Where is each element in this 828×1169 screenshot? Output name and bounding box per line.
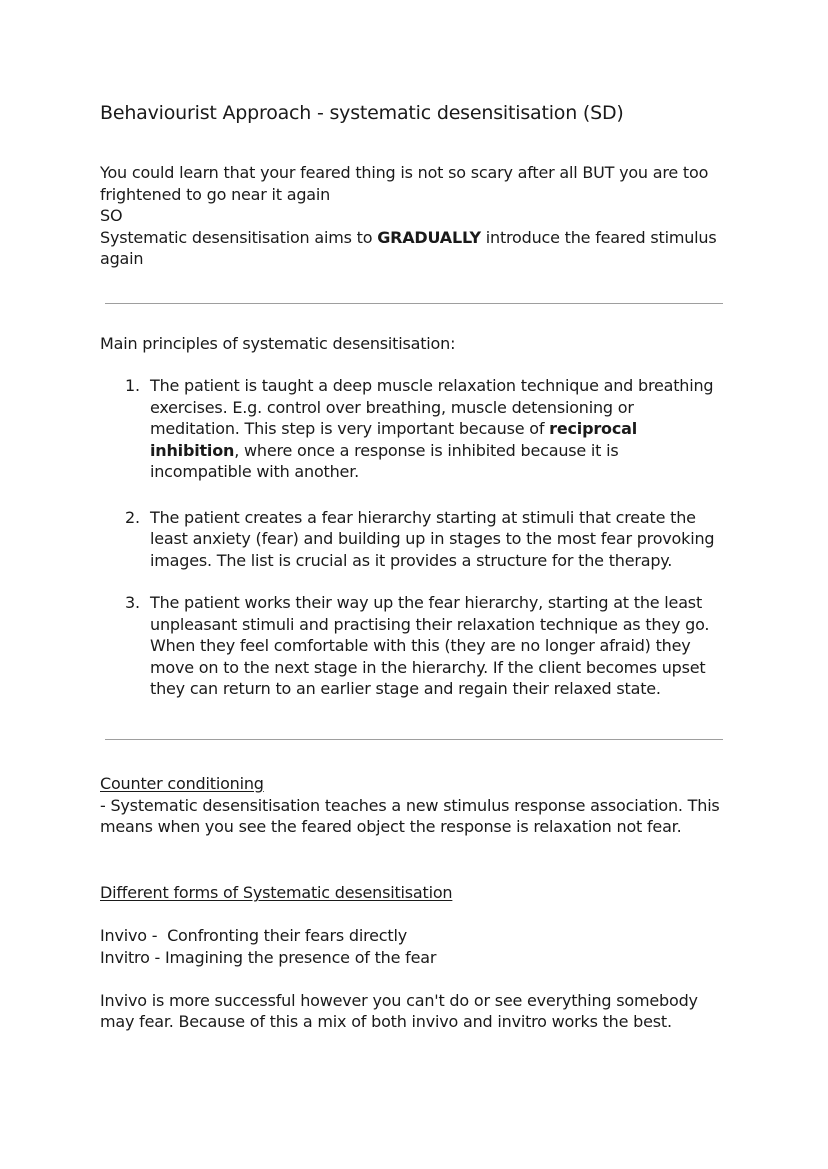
list-item bbox=[100, 507, 724, 572]
counter-conditioning-heading: Counter conditioning bbox=[100, 774, 264, 793]
list-item-number: 3. bbox=[125, 593, 140, 612]
list-item-text: The patient works their way up the fear hierarchy, starting at the least unpleasant stimuli and practising their relaxation technique as they go. When they feel comfortable with this (they are no longer afraid) they move on to the next stage in the hierarchy. If the client becomes upset they can return to an earlier stage and regain their relaxed state. bbox=[150, 593, 710, 698]
principles-list bbox=[100, 375, 724, 700]
list-item-text-after: , where once a response is inhibited because it is incompatible with another. bbox=[150, 440, 619, 481]
intro-aims-after: introduce the feared stimulus again bbox=[100, 227, 717, 268]
counter-conditioning-text: - Systematic desensitisation teaches a new stimulus response association. This means when you see the feared object the response is relaxation not fear. bbox=[100, 795, 720, 836]
list-item-text: The patient is taught a deep muscle relaxation technique and breathing exercises. E.g. control over breathing, muscle detensioning or meditation. This step is very important because of bbox=[150, 376, 714, 438]
horizontal-divider bbox=[105, 303, 723, 304]
list-item-bold: reciprocal inhibition bbox=[150, 419, 637, 460]
intro-so: SO bbox=[100, 206, 123, 225]
intro-line: You could learn that your feared thing is not so scary after all BUT you are too frightened to go near it again bbox=[100, 163, 709, 204]
intro-aims-before: Systematic desensitisation aims to bbox=[100, 227, 378, 247]
forms-heading: Different forms of Systematic desensitisation bbox=[100, 883, 453, 902]
list-item bbox=[100, 375, 724, 483]
forms-invivo: Invivo - Confronting their fears directly bbox=[100, 926, 407, 945]
forms-section bbox=[100, 882, 724, 1033]
principles-heading: Main principles of systematic desensitisation: bbox=[100, 334, 456, 353]
list-item-number: 1. bbox=[125, 376, 140, 395]
list-item-number: 2. bbox=[125, 507, 140, 527]
counter-conditioning-section bbox=[100, 773, 724, 838]
forms-invitro: Invitro - Imagining the presence of the fear bbox=[100, 947, 437, 967]
horizontal-divider bbox=[105, 739, 723, 740]
list-item-text: The patient creates a fear hierarchy starting at stimuli that create the least anxiety (fear) and building up in stages to the most fear provoking images. The list is crucial as it provides a structure for the therapy. bbox=[150, 507, 715, 570]
forms-conclusion: Invivo is more successful however you can't do or see everything somebody may fear. Because of this a mix of both invivo and invitro works the best. bbox=[100, 990, 698, 1031]
list-item bbox=[100, 592, 724, 700]
page-title: Behaviourist Approach - systematic desensitisation (SD) bbox=[100, 102, 624, 124]
intro-section bbox=[100, 162, 720, 270]
intro-aims-bold: GRADUALLY bbox=[377, 227, 481, 247]
intro-aims bbox=[100, 227, 720, 270]
